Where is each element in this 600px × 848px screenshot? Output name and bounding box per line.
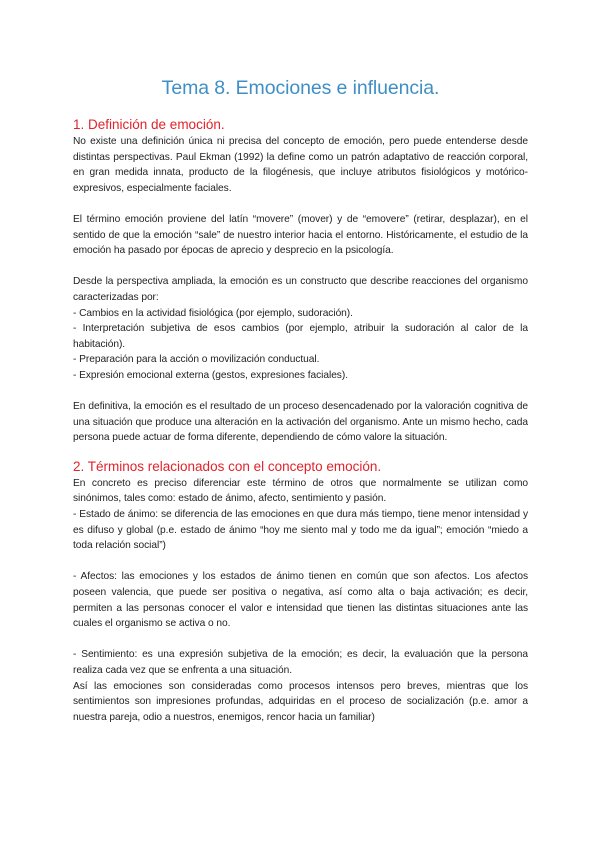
section-2-paragraph-1: En concreto es preciso diferenciar este término de otros que normalmente se utilizan como sinónimos, tales como: estado de ánimo, afecto, sentimiento y pasión. (73, 477, 528, 505)
list-item: - Preparación para la acción o movilización conductual. (73, 354, 320, 366)
spacer (73, 554, 528, 570)
section-1-heading: 1. Definición de emoción. (73, 117, 225, 132)
section-1-paragraph-3-intro: Desde la perspectiva ampliada, la emoción es un constructo que describe reacciones del organismo caracterizadas por: (73, 276, 528, 303)
list-item: - Cambios en la actividad fisiológica (por ejemplo, sudoración). (73, 307, 353, 319)
spacer (73, 196, 528, 212)
spacer (73, 632, 528, 648)
spacer (73, 259, 528, 275)
section-1-paragraph-2: El término emoción proviene del latín “movere” (mover) y de “emovere” (retirar, desplazar), en el sentido de que la emoción “sale” de nuestro interior hacia el entorno. Históricamente, el estudio de la emoción ha pasado por épocas de aprecio y desprecio en la psicología. (73, 213, 528, 257)
spacer (73, 446, 528, 458)
section-2-paragraph-5: Así las emociones son consideradas como procesos intensos pero breves, mientras que los sentimientos son impresiones profundas, adquiridas en el proceso de socialización (p.e. amor a nuestra pareja, odio a nuestros, enemigos, rencor hacia un familiar) (73, 680, 528, 723)
section-1-paragraph-4: En definitiva, la emoción es el resultado de un proceso desencadenado por la valoración cognitiva de una situación que produce una alteración en la activación del organismo. Ante un mismo hecho, cada persona puede actuar de forma diferente, dependiendo de cómo valore la situación. (73, 401, 528, 444)
section-1-paragraph-1: No existe una definición única ni precisa del concepto de emoción, pero puede entenderse desde distintas perspectivas. Paul Ekman (1992) la define como un patrón adaptativo de reacción corporal, en gran medida innata, producto de la filogénesis, que incluye atributos fisiológicos y motórico-expresivos, especialmente faciales. (73, 136, 528, 194)
list-item: - Interpretación subjetiva de esos cambios (por ejemplo, atribuir la sudoración al calor de la habitación). (73, 323, 528, 350)
section-2-paragraph-4: - Sentimiento: es una expresión subjetiva de la emoción; es decir, la evaluación que la persona realiza cada vez que se enfrenta a una situación. (73, 649, 528, 676)
section-2-paragraph-3: - Afectos: las emociones y los estados de ánimo tienen en común que son afectos. Los afectos poseen valencia, que puede ser positiva o negativa, así como alta o baja activación; es decir, permiten a las personas conocer el valor e intensidad que tienen las distintas situaciones ante las cuales el organismo se activa o no. (73, 571, 528, 630)
spacer (73, 384, 528, 400)
list-item: - Expresión emocional externa (gestos, expresiones faciales). (73, 369, 348, 381)
section-2-heading: 2. Términos relacionados con el concepto emoción. (73, 458, 382, 474)
section-2-paragraph-2: - Estado de ánimo: se diferencia de las emociones en que dura más tiempo, tiene menor intensidad y es difuso y global (p.e. estado de ánimo “hoy me siento mal y todo me da igual”; emoción “miedo a toda relación social”) (73, 509, 528, 552)
page-title: Tema 8. Emociones e influencia. (161, 77, 440, 99)
